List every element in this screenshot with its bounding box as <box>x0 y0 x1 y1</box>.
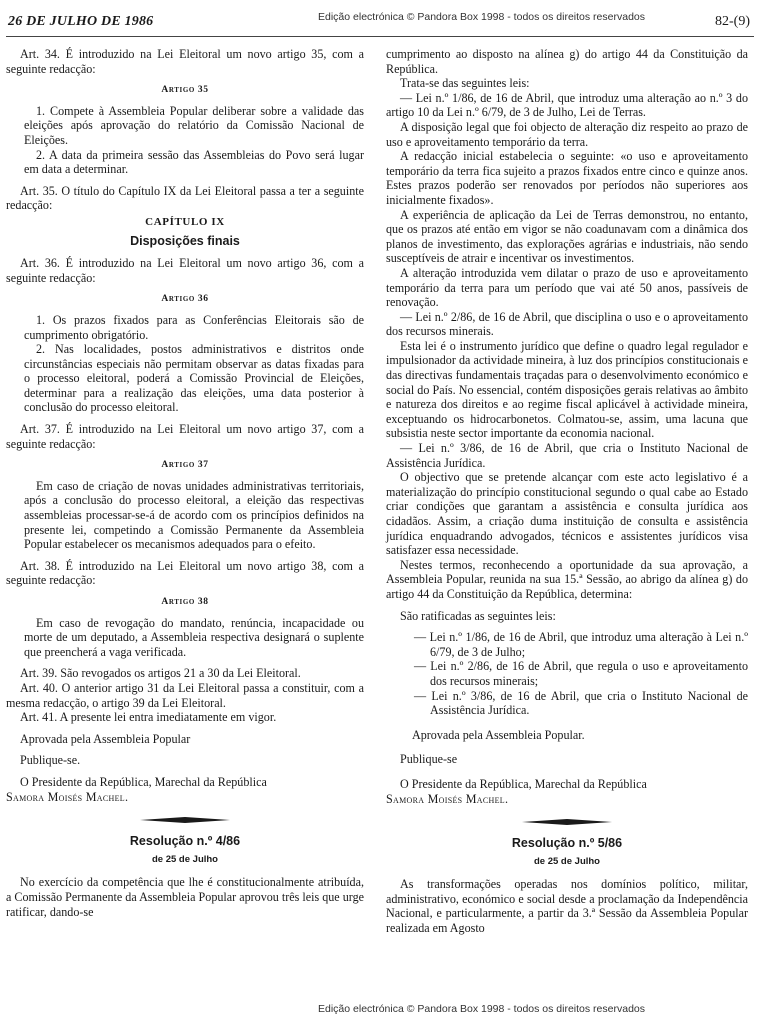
res4-determination: Nestes termos, reconhecendo a oportunidade da sua aprovação, a Assembleia Popular, reunida na sua 15.ª Sessão, ao abrigo da alínea g) do artigo 44 da Constituição da República, determina: <box>386 557 748 601</box>
president-line-right: O Presidente da República, Marechal da República <box>400 776 647 791</box>
artigo-35-item-1: 1. Compete à Assembleia Popular deliberar sobre a validade das eleições após aprovação do relatório da Comissão Nacional de Eleições. <box>24 103 364 147</box>
separator-ornament-icon <box>140 816 230 824</box>
chapter-heading: CAPÍTULO IX <box>145 215 225 228</box>
resolution-5-title: Resolução n.º 5/86 <box>511 836 623 851</box>
right-column <box>386 47 748 936</box>
artigo-38-label: Artigo 38 <box>161 597 209 607</box>
resolution-4-date: de 25 de Julho <box>152 853 218 865</box>
art-40-text: Art. 40. O anterior artigo 31 da Lei Eleitoral passa a constituir, com a mesma redacção, o artigo 39 da Lei Eleitoral. <box>6 680 364 710</box>
res4-law-3: — Lei n.º 3/86, de 16 de Abril, que cria o Instituto Nacional de Assistência Jurídica. <box>386 441 748 470</box>
artigo-36-item-1: 1. Os prazos fixados para as Conferências Eleitorais são de cumprimento obrigatório. <box>24 312 364 342</box>
res4-law-2: — Lei n.º 2/86, de 16 de Abril, que disciplina o uso e o aproveitamento dos recursos minerais. <box>386 309 748 339</box>
res4-law-2-desc: Esta lei é o instrumento jurídico que define o quadro legal regulador e impulsionador da actividade mineira, à luz dos princípios constitucionais e das directivas fundamentais traçadas para o desenvolvimento económico e social do País. No essencial, contém disposições gerais relativas ao âmbito e natureza dos direitos e ao regime fiscal aplicável à actividade mineira, exceptuando os hidrocarbonetos. Colmatou-se, assim, uma lacuna que subsistia neste sector importante da economia nacional. <box>386 338 748 441</box>
approval-note-right: Aprovada pela Assembleia Popular. <box>412 727 585 742</box>
president-name: Samora Moisés Machel. <box>6 789 129 804</box>
artigo-37-label: Artigo 37 <box>161 460 209 471</box>
art-36-text: Art. 36. É introduzido na Lei Eleitoral um novo artigo 36, com a seguinte redacção: <box>6 256 364 285</box>
chapter-title: Disposições finais <box>130 233 240 248</box>
ratified-laws-list <box>386 630 748 718</box>
page-header <box>0 0 768 40</box>
artigo-38-item-1: Em caso de revogação do mandato, renúncia, incapacidade ou morte de um deputado, a Assembleia respectiva designará o suplente que preencherá a vaga verificada. <box>24 615 364 659</box>
art-38-text: Art. 38. É introduzido na Lei Eleitoral um novo artigo 38, com a seguinte redacção: <box>6 558 364 588</box>
res4-law-1-change: A alteração introduzida vem dilatar o prazo de uso e aproveitamento temporário da terra para um período que vai até 50 anos, passíveis de renovação. <box>386 265 748 310</box>
president-name-right: Samora Moisés Machel. <box>386 791 509 806</box>
president-line: O Presidente da República, Marechal da República <box>20 774 267 789</box>
header-page-number: 82-(9) <box>715 14 750 29</box>
list-item: — Lei n.º 3/86, de 16 de Abril, que cria o Instituto Nacional de Assistência Jurídica. <box>414 688 748 718</box>
artigo-35-body <box>6 104 364 177</box>
separator-ornament-icon <box>522 818 612 826</box>
res4-law-1-exp: A experiência de aplicação da Lei de Terras demonstrou, no entanto, que os prazos até então em vigor se não coadunavam com a dinâmica dos planos de investimento, das explorações agrárias e industriais, não sendo susceptíveis de atrair e incentivar os investimentos. <box>386 207 748 266</box>
artigo-36-body <box>6 313 364 415</box>
header-copyright: Edição electrónica © Pandora Box 1998 - todos os direitos reservados <box>318 11 646 23</box>
artigo-37-body <box>6 479 364 552</box>
art-37-text: Art. 37. É introduzido na Lei Eleitoral um novo artigo 37, com a seguinte redacção: <box>6 422 364 451</box>
res4-cont-1: cumprimento ao disposto na alínea g) do artigo 44 da Constituição da República. <box>386 47 748 76</box>
res4-law-1: — Lei n.º 1/86, de 16 de Abril, que introduz uma alteração ao n.º 3 do artigo 10 da Lei n.º 6/79, de 3 de Julho, Lei de Terras. <box>386 90 748 120</box>
artigo-35-item-2: 2. A data da primeira sessão das Assembleias do Povo será lugar em data a determinar. <box>24 147 364 177</box>
list-item: — Lei n.º 2/86, de 16 de Abril, que regula o uso e aproveitamento dos recursos minerais; <box>414 659 748 688</box>
resolution-5-date: de 25 de Julho <box>534 855 600 867</box>
resolution-4-title: Resolução n.º 4/86 <box>129 834 241 849</box>
publish-note: Publique-se. <box>20 753 81 768</box>
section-separator-right <box>386 818 748 826</box>
resolution-5-body: As transformações operadas nos domínios político, militar, administrativo, económico e social desde a proclamação da Independência Nacional, e particularmente, a partir da 3.ª Sessão da Assembleia Popular realizada em Agosto <box>386 877 748 936</box>
artigo-36-item-2: 2. Nas localidades, postos administrativos e distritos onde circunstâncias especiais não permitam observar as datas fixadas para o processo eleitoral, poderá a Comissão Provincial de Eleições, determinar para a realização das eleições, uma data posterior à conclusão do processo eleitoral. <box>24 342 364 415</box>
publish-note-right: Publique-se <box>400 752 458 767</box>
left-column <box>6 47 364 919</box>
res4-ratified: São ratificadas as seguintes leis: <box>400 608 556 623</box>
res4-law-1-orig: A redacção inicial estabelecia o seguinte: «o uso e aproveitamento temporário da terra fica sujeito a prazos fixados entre cinco e quinze anos. Estes prazos poderão ser renovados por períodos não superiores aos inicialmente fixados». <box>386 149 748 207</box>
section-separator <box>6 816 364 824</box>
art-34-text: Art. 34. É introduzido na Lei Eleitoral um novo artigo 35, com a seguinte redacção: <box>6 47 364 76</box>
artigo-36-label: Artigo 36 <box>161 294 209 305</box>
res4-cont-2: Trata-se das seguintes leis: <box>400 76 530 91</box>
artigo-37-item-1: Em caso de criação de novas unidades administrativas territoriais, após a conclusão do processo eleitoral, a eleição das respectivas assembleias processar-se-á de acordo com os princípios definidos na presente lei, competindo a Comissão Permanente da Assembleia Popular estabelecer os mecanismos adequados para o efeito. <box>24 478 364 552</box>
art-41-text: Art. 41. A presente lei entra imediatamente em vigor. <box>20 710 277 725</box>
resolution-4-body: No exercício da competência que lhe é constitucionalmente atribuída, a Comissão Permanente da Assembleia Popular aprovou três leis que urge ratificar, dando-se <box>6 875 364 919</box>
art-35-text: Art. 35. O título do Capítulo IX da Lei Eleitoral passa a ter a seguinte redacção: <box>6 183 364 213</box>
artigo-38-body <box>6 616 364 660</box>
approval-note: Aprovada pela Assembleia Popular <box>20 731 191 746</box>
header-rule <box>6 36 754 37</box>
artigo-35-label: Artigo 35 <box>161 85 209 96</box>
res4-law-3-desc: O objectivo que se pretende alcançar com este acto legislativo é a materialização do princípio constitucional segundo o qual cabe ao Estado criar condições que garantam a assistência e consulta jurídica aos cidadãos. Assim, a criação duma instituição de consulta e assistência jurídica enquadrando advogados, técnicos e assistentes jurídicos visa satisfazer essa necessidade. <box>386 470 748 558</box>
list-item: — Lei n.º 1/86, de 16 de Abril, que introduz uma alteração à Lei n.º 6/79, de 3 de Julho; <box>414 630 748 659</box>
art-39-text: Art. 39. São revogados os artigos 21 a 30 da Lei Eleitoral. <box>20 666 301 681</box>
header-date: 26 DE JULHO DE 1986 <box>8 14 154 29</box>
res4-law-1-desc: A disposição legal que foi objecto de alteração diz respeito ao prazo de uso e aproveitamento temporário da terra. <box>386 119 748 149</box>
footer-watermark: Edição electrónica © Pandora Box 1998 - todos os direitos reservados <box>318 1003 646 1015</box>
